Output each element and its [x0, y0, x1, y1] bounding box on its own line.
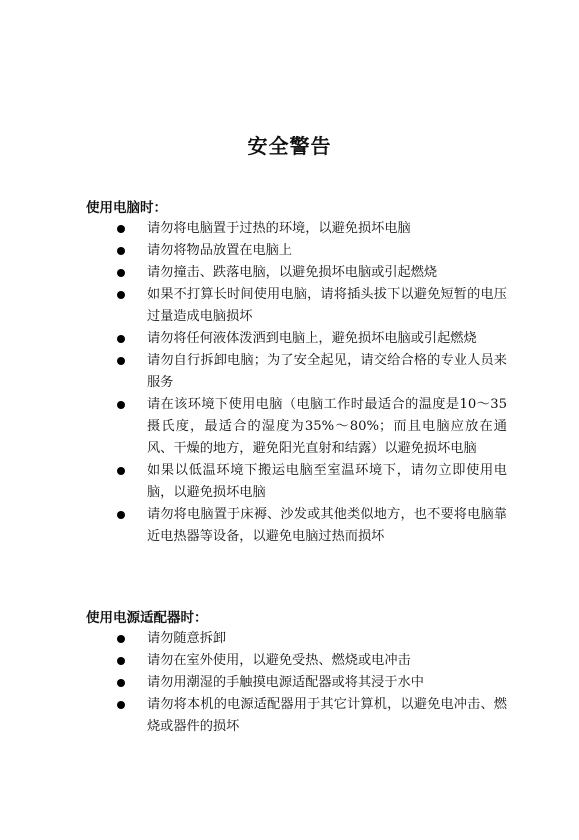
list-item — [0, 350, 507, 394]
section-heading-power-adapter: 使用电源适配器时： — [86, 610, 208, 626]
list-item-text: 请在该环境下使用电脑（电脑工作时最适合的温度是10～35摄氏度，最适合的湿度为35%～80%；而且电脑应放在通风、干燥的地方，避免阳光直射和结露）以避免损坏电脑 — [147, 397, 507, 456]
bullet-icon — [117, 335, 125, 343]
list-item-text: 请勿在室外使用，以避免受热、燃烧或电冲击 — [147, 653, 411, 668]
bullet-icon — [117, 679, 125, 687]
bullet-icon — [117, 291, 125, 299]
list-item — [0, 218, 507, 240]
list-item — [0, 628, 507, 650]
list-item-text: 请勿将任何液体泼洒到电脑上，避免损坏电脑或引起燃烧 — [147, 331, 477, 346]
bullet-icon — [117, 657, 125, 665]
list-item — [0, 240, 507, 262]
bullet-icon — [117, 247, 125, 255]
list-item-text: 请勿用潮湿的手触摸电源适配器或将其浸于水中 — [147, 675, 424, 690]
list-item-text: 请勿将电脑置于过热的环境，以避免损坏电脑 — [147, 221, 411, 236]
list-item-text: 请勿撞击、跌落电脑，以避免损坏电脑或引起燃烧 — [147, 265, 438, 280]
bullet-icon — [117, 701, 125, 709]
list-item — [0, 672, 507, 694]
list-item-text: 如果以低温环境下搬运电脑至室温环境下，请勿立即使用电脑，以避免损坏电脑 — [147, 463, 507, 500]
section-heading-computer-use: 使用电脑时： — [86, 200, 167, 216]
bullet-icon — [117, 511, 125, 519]
power-adapter-warnings-list — [0, 628, 579, 738]
bullet-icon — [117, 269, 125, 277]
bullet-icon — [117, 635, 125, 643]
list-item-text: 请勿自行拆卸电脑；为了安全起见，请交给合格的专业人员来服务 — [147, 353, 507, 390]
computer-use-warnings-list — [0, 218, 579, 548]
list-item — [0, 650, 507, 672]
list-item — [0, 694, 507, 738]
list-item-text: 请勿随意拆卸 — [147, 631, 227, 646]
list-item — [0, 328, 507, 350]
list-item-text: 请勿将电脑置于床褥、沙发或其他类似地方，也不要将电脑靠近电热器等设备，以避免电脑过热而损坏 — [147, 507, 507, 544]
list-item — [0, 262, 507, 284]
list-item — [0, 504, 507, 548]
list-item — [0, 460, 507, 504]
bullet-icon — [117, 467, 125, 475]
list-item — [0, 394, 507, 460]
bullet-icon — [117, 401, 125, 409]
list-item-text: 请勿将本机的电源适配器用于其它计算机，以避免电冲击、燃烧或器件的损坏 — [147, 697, 507, 734]
bullet-icon — [117, 357, 125, 365]
page-title: 安全警告 — [247, 134, 332, 158]
bullet-icon — [117, 225, 125, 233]
list-item-text: 如果不打算长时间使用电脑，请将插头拔下以避免短暂的电压过量造成电脑损坏 — [147, 287, 507, 324]
list-item-text: 请勿将物品放置在电脑上 — [147, 243, 293, 258]
list-item — [0, 284, 507, 328]
